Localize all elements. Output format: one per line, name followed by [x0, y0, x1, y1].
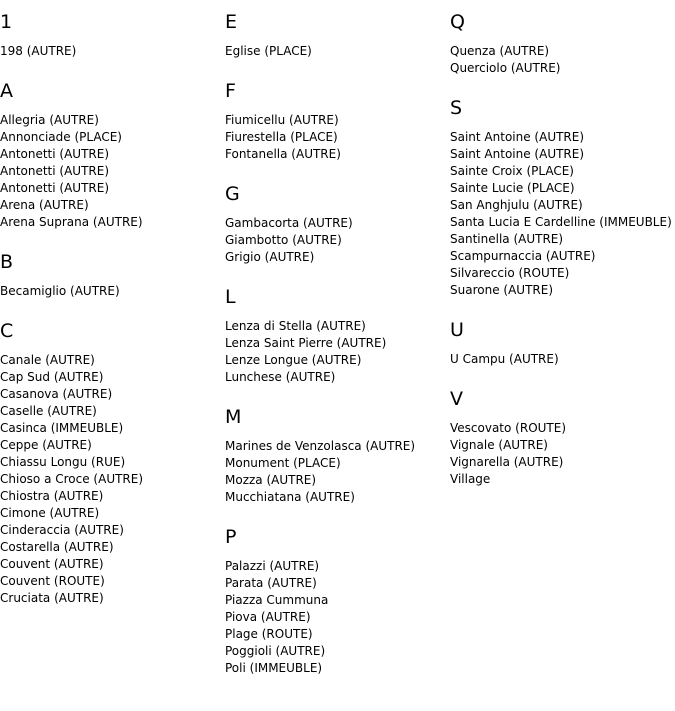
street-entry-link[interactable]: Parata (AUTRE): [225, 576, 317, 590]
street-entry-link[interactable]: Quenza (AUTRE): [450, 44, 550, 58]
street-entry-link[interactable]: Antonetti (AUTRE): [0, 181, 110, 195]
street-entry-link[interactable]: Plage (ROUTE): [225, 627, 313, 641]
street-entry-link[interactable]: Couvent (AUTRE): [0, 557, 104, 571]
street-entry-link[interactable]: Chiassu Longu (RUE): [0, 455, 126, 469]
street-entry-link[interactable]: Allegria (AUTRE): [0, 113, 99, 127]
letter-heading: C: [0, 320, 14, 342]
street-entry-link[interactable]: Grigio (AUTRE): [225, 250, 315, 264]
letter-heading: M: [225, 406, 242, 428]
street-entry-link[interactable]: Marines de Venzolasca (AUTRE): [225, 439, 416, 453]
street-entry-link[interactable]: Suarone (AUTRE): [450, 283, 553, 297]
street-entry-link[interactable]: Vescovato (ROUTE): [450, 421, 567, 435]
letter-group: [225, 525, 445, 677]
street-entry-link[interactable]: Piazza Cummuna: [225, 593, 329, 607]
letter-heading: E: [225, 11, 238, 33]
letter-heading: S: [450, 97, 463, 119]
street-entry-link[interactable]: Sainte Croix (PLACE): [450, 164, 574, 178]
street-entry-link[interactable]: Cinderaccia (AUTRE): [0, 523, 124, 537]
entry-list: [225, 112, 445, 163]
street-entry-link[interactable]: Vignarella (AUTRE): [450, 455, 564, 469]
street-entry-link[interactable]: Scampurnaccia (AUTRE): [450, 249, 596, 263]
entry-list: [450, 129, 675, 299]
street-entry-link[interactable]: Casanova (AUTRE): [0, 387, 113, 401]
street-entry-link[interactable]: Mozza (AUTRE): [225, 473, 317, 487]
street-entry-link[interactable]: Arena (AUTRE): [0, 198, 89, 212]
street-entry-link[interactable]: Chioso a Croce (AUTRE): [0, 472, 144, 486]
street-entry-link[interactable]: Antonetti (AUTRE): [0, 164, 110, 178]
street-entry-link[interactable]: Saint Antoine (AUTRE): [450, 130, 585, 144]
street-entry-link[interactable]: Querciolo (AUTRE): [450, 61, 561, 75]
street-entry-link[interactable]: Couvent (ROUTE): [0, 574, 105, 588]
street-entry-link[interactable]: Eglise (PLACE): [225, 44, 312, 58]
entry-list: [225, 43, 445, 60]
letter-group: [0, 319, 220, 607]
entry-list: [225, 215, 445, 266]
letter-heading: P: [225, 526, 237, 548]
letter-group: [225, 182, 445, 266]
letter-heading: 1: [0, 11, 13, 33]
letter-group: [225, 285, 445, 386]
letter-group: [225, 405, 445, 506]
street-entry-link[interactable]: Lenze Longue (AUTRE): [225, 353, 362, 367]
street-entry-link[interactable]: Cap Sud (AUTRE): [0, 370, 104, 384]
letter-heading: L: [225, 286, 236, 308]
street-entry-link[interactable]: Lenza Saint Pierre (AUTRE): [225, 336, 387, 350]
street-entry-link[interactable]: Caselle (AUTRE): [0, 404, 97, 418]
street-entry-link[interactable]: Canale (AUTRE): [0, 353, 95, 367]
street-entry-link[interactable]: Palazzi (AUTRE): [225, 559, 320, 573]
letter-heading: B: [0, 251, 14, 273]
letter-group: [0, 10, 220, 60]
letter-group: [225, 79, 445, 163]
street-entry-link[interactable]: Lunchese (AUTRE): [225, 370, 336, 384]
street-entry-link[interactable]: Fiumicellu (AUTRE): [225, 113, 339, 127]
entry-list: [0, 112, 220, 231]
street-entry-link[interactable]: Lenza di Stella (AUTRE): [225, 319, 366, 333]
street-entry-link[interactable]: Fiurestella (PLACE): [225, 130, 338, 144]
street-entry-link[interactable]: Gambacorta (AUTRE): [225, 216, 353, 230]
entry-list: [450, 420, 675, 488]
entry-list: [450, 351, 675, 368]
street-entry-link[interactable]: Silvareccio (ROUTE): [450, 266, 570, 280]
street-entry-link[interactable]: Ceppe (AUTRE): [0, 438, 92, 452]
street-entry-link[interactable]: 198 (AUTRE): [0, 44, 77, 58]
entry-list: [225, 438, 445, 506]
letter-heading: V: [450, 388, 463, 410]
street-entry-link[interactable]: Antonetti (AUTRE): [0, 147, 110, 161]
street-entry-link[interactable]: U Campu (AUTRE): [450, 352, 559, 366]
letter-group: [450, 10, 675, 77]
street-entry-link[interactable]: Casinca (IMMEUBLE): [0, 421, 124, 435]
street-entry-link[interactable]: Annonciade (PLACE): [0, 130, 122, 144]
street-entry-link[interactable]: Fontanella (AUTRE): [225, 147, 341, 161]
index-column-3: [450, 10, 675, 507]
street-entry-link[interactable]: Village: [450, 472, 491, 486]
entry-list: [225, 318, 445, 386]
index-column-1: [0, 10, 220, 626]
street-entry-link[interactable]: Poli (IMMEUBLE): [225, 661, 323, 675]
letter-heading: F: [225, 80, 236, 102]
street-entry-link[interactable]: Monument (PLACE): [225, 456, 341, 470]
entry-list: [450, 43, 675, 77]
letter-group: [0, 250, 220, 300]
index-column-2: [225, 10, 445, 696]
letter-heading: Q: [450, 11, 465, 33]
letter-group: [225, 10, 445, 60]
street-entry-link[interactable]: Poggioli (AUTRE): [225, 644, 326, 658]
street-entry-link[interactable]: Costarella (AUTRE): [0, 540, 114, 554]
letter-group: [450, 96, 675, 299]
street-entry-link[interactable]: Giambotto (AUTRE): [225, 233, 342, 247]
street-entry-link[interactable]: Chiostra (AUTRE): [0, 489, 104, 503]
street-entry-link[interactable]: Arena Suprana (AUTRE): [0, 215, 143, 229]
street-entry-link[interactable]: Vignale (AUTRE): [450, 438, 548, 452]
street-entry-link[interactable]: Santinella (AUTRE): [450, 232, 564, 246]
letter-group: [0, 79, 220, 231]
street-entry-link[interactable]: Sainte Lucie (PLACE): [450, 181, 575, 195]
letter-group: [450, 318, 675, 368]
letter-heading: A: [0, 80, 13, 102]
street-entry-link[interactable]: Becamiglio (AUTRE): [0, 284, 120, 298]
street-entry-link[interactable]: Cruciata (AUTRE): [0, 591, 104, 605]
street-entry-link[interactable]: San Anghjulu (AUTRE): [450, 198, 583, 212]
letter-heading: G: [225, 183, 240, 205]
street-entry-link[interactable]: Cimone (AUTRE): [0, 506, 100, 520]
street-entry-link[interactable]: Mucchiatana (AUTRE): [225, 490, 355, 504]
street-entry-link[interactable]: Saint Antoine (AUTRE): [450, 147, 585, 161]
letter-group: [450, 387, 675, 488]
letter-heading: U: [450, 319, 464, 341]
street-entry-link[interactable]: Piova (AUTRE): [225, 610, 311, 624]
street-entry-link[interactable]: Santa Lucia E Cardelline (IMMEUBLE): [450, 215, 672, 229]
entry-list: [0, 43, 220, 60]
entry-list: [0, 283, 220, 300]
entry-list: [225, 558, 445, 677]
entry-list: [0, 352, 220, 607]
